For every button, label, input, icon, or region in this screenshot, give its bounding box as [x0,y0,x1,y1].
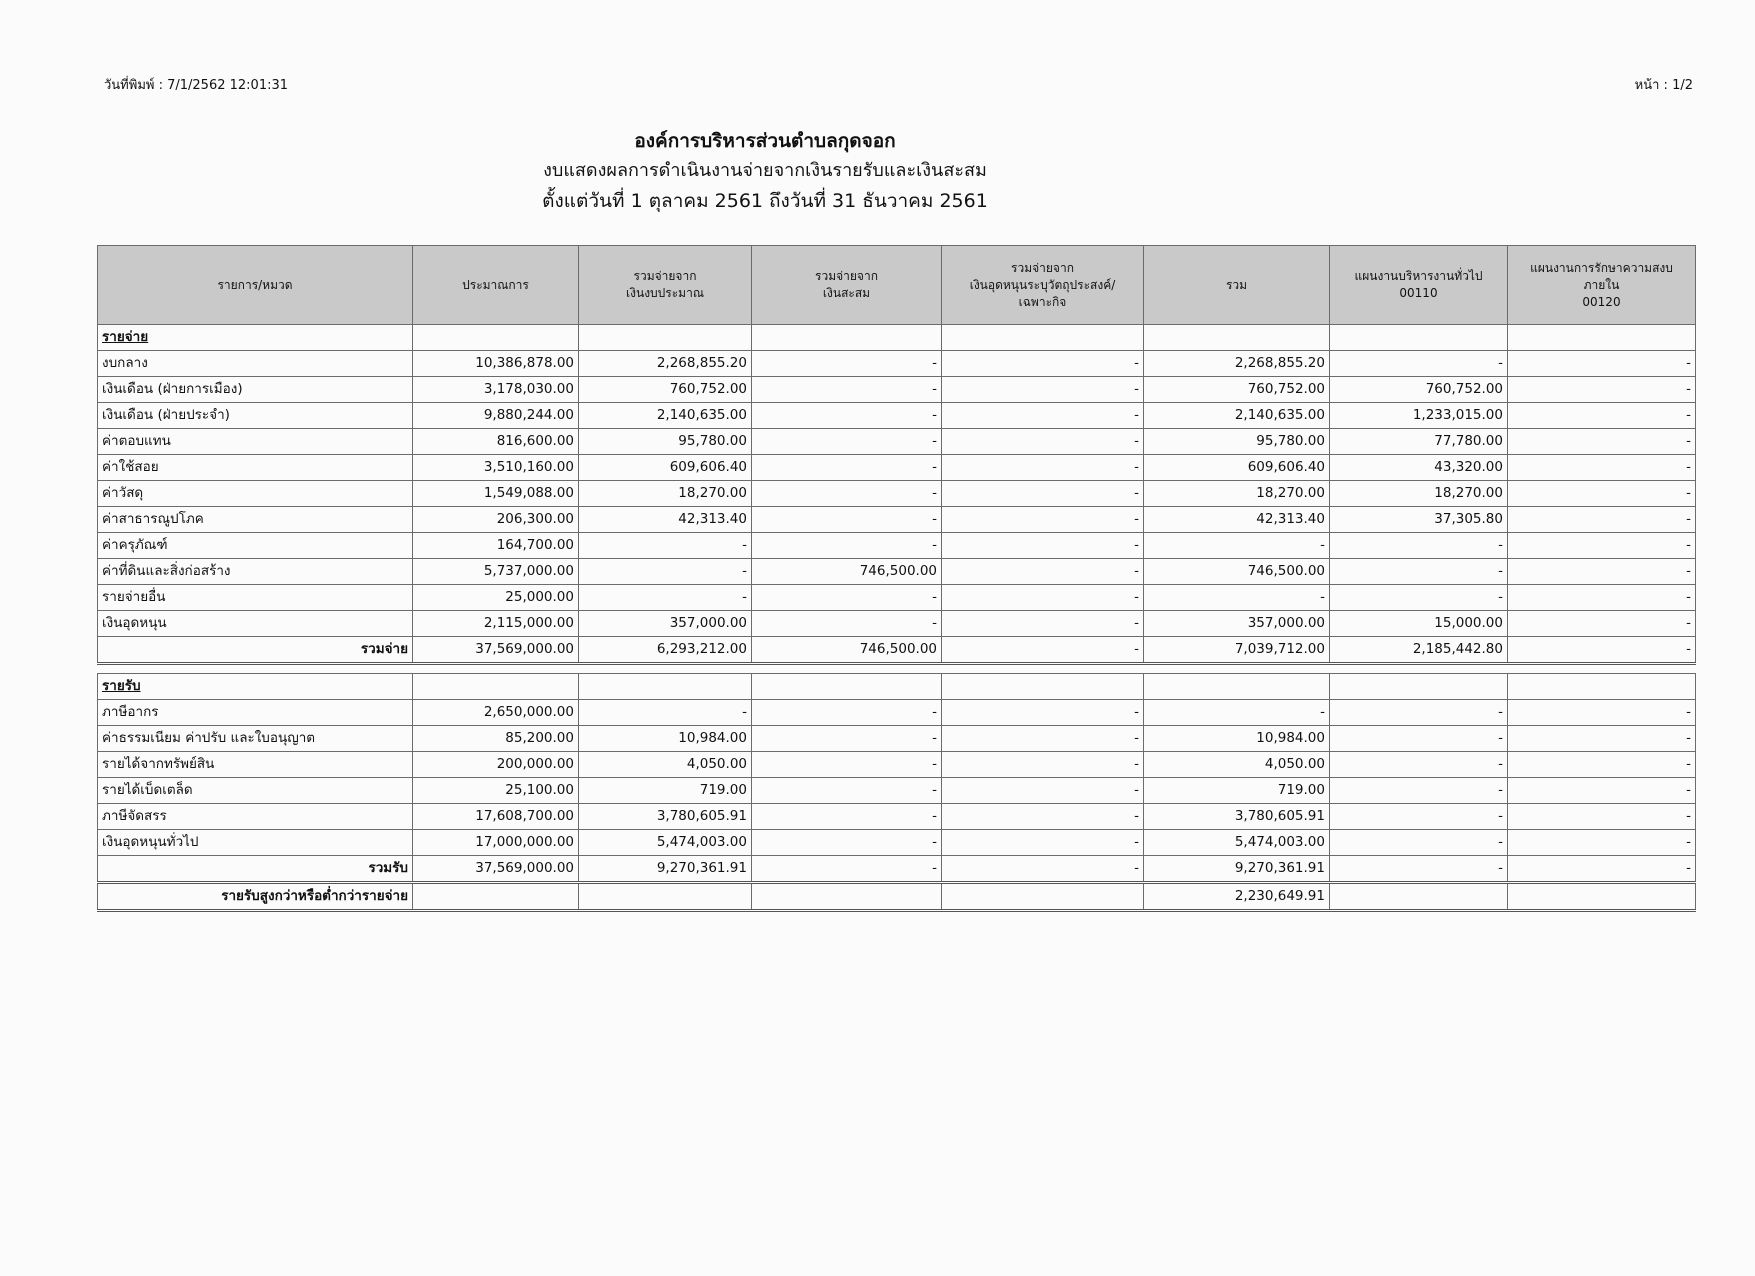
value-cell: 206,300.00 [413,507,579,533]
value-cell: - [942,726,1144,752]
value-cell [413,883,579,911]
value-cell: - [1508,700,1696,726]
value-cell: 15,000.00 [1330,611,1508,637]
value-cell: 816,600.00 [413,429,579,455]
row-label: เงินอุดหนุนทั่วไป [98,830,413,856]
value-cell: - [1144,700,1330,726]
empty-cell [1508,674,1696,700]
empty-cell [1330,674,1508,700]
value-cell: - [1508,455,1696,481]
value-cell [1508,883,1696,911]
print-date: วันที่พิมพ์ : 7/1/2562 12:01:31 [104,78,289,93]
value-cell: - [942,455,1144,481]
value-cell: 609,606.40 [579,455,752,481]
income-section-row [98,674,1696,700]
empty-cell [579,674,752,700]
value-cell: 746,500.00 [752,559,942,585]
value-cell: 37,305.80 [1330,507,1508,533]
value-cell: - [752,455,942,481]
value-cell: - [752,804,942,830]
value-cell: 3,780,605.91 [579,804,752,830]
value-cell: - [1330,778,1508,804]
value-cell: 357,000.00 [1144,611,1330,637]
value-cell: - [1508,533,1696,559]
value-cell: 164,700.00 [413,533,579,559]
report-table [97,245,1696,912]
value-cell: 9,270,361.91 [579,856,752,883]
value-cell: 1,233,015.00 [1330,403,1508,429]
col-header-item: รายการ/หมวด [98,246,413,325]
empty-cell [413,674,579,700]
value-cell: - [1330,351,1508,377]
row-label: เงินอุดหนุน [98,611,413,637]
value-cell: - [752,429,942,455]
value-cell: - [1508,403,1696,429]
table-body [98,325,1696,911]
value-cell: - [1330,804,1508,830]
value-cell: 18,270.00 [579,481,752,507]
row-label: ค่าวัสดุ [98,481,413,507]
value-cell: 719.00 [1144,778,1330,804]
value-cell [1330,883,1508,911]
row-label: รวมจ่าย [98,637,413,664]
empty-cell [579,325,752,351]
value-cell: - [942,507,1144,533]
value-cell: 5,474,003.00 [1144,830,1330,856]
value-cell: - [1330,856,1508,883]
table-row [98,507,1696,533]
value-cell [579,883,752,911]
table-row [98,481,1696,507]
empty-cell [413,325,579,351]
value-cell: - [942,377,1144,403]
col-header-reserve-paid: รวมจ่ายจาก เงินสะสม [752,246,942,325]
value-cell: 2,115,000.00 [413,611,579,637]
value-cell: 95,780.00 [1144,429,1330,455]
row-label: รวมรับ [98,856,413,883]
value-cell: 760,752.00 [1144,377,1330,403]
value-cell: - [1508,429,1696,455]
col-header-budget-paid: รวมจ่ายจาก เงินงบประมาณ [579,246,752,325]
table-row [98,778,1696,804]
value-cell: - [1508,559,1696,585]
value-cell: - [752,377,942,403]
value-cell: - [942,429,1144,455]
value-cell: 746,500.00 [1144,559,1330,585]
row-label: ภาษีจัดสรร [98,804,413,830]
value-cell [942,883,1144,911]
value-cell: 2,185,442.80 [1330,637,1508,664]
value-cell: - [752,830,942,856]
value-cell: - [1144,533,1330,559]
col-header-general-admin: แผนงานบริหารงานทั่วไป 00110 [1330,246,1508,325]
row-label: ค่าใช้สอย [98,455,413,481]
value-cell: 43,320.00 [1330,455,1508,481]
value-cell: 18,270.00 [1330,481,1508,507]
value-cell: - [752,507,942,533]
section-label: รายจ่าย [98,325,413,351]
value-cell: 10,386,878.00 [413,351,579,377]
row-label: ค่าครุภัณฑ์ [98,533,413,559]
value-cell: 42,313.40 [579,507,752,533]
section-label: รายรับ [98,674,413,700]
value-cell: 2,230,649.91 [1144,883,1330,911]
value-cell: - [1144,585,1330,611]
value-cell: - [942,351,1144,377]
expense-total-row [98,637,1696,664]
row-label: เงินเดือน (ฝ่ายประจำ) [98,403,413,429]
value-cell: 3,780,605.91 [1144,804,1330,830]
table-row [98,611,1696,637]
value-cell: - [752,752,942,778]
value-cell: 746,500.00 [752,637,942,664]
income-total-row [98,856,1696,883]
value-cell: - [752,700,942,726]
row-label: ค่าตอบแทน [98,429,413,455]
empty-cell [1508,325,1696,351]
value-cell: - [752,778,942,804]
value-cell: 10,984.00 [1144,726,1330,752]
value-cell: 357,000.00 [579,611,752,637]
table-row [98,559,1696,585]
value-cell: - [752,481,942,507]
value-cell: 2,140,635.00 [1144,403,1330,429]
col-header-subsidy-paid: รวมจ่ายจาก เงินอุดหนุนระบุวัตถุประสงค์/ เฉพาะกิจ [942,246,1144,325]
value-cell [752,883,942,911]
row-label: รายได้จากทรัพย์สิน [98,752,413,778]
value-cell: - [1330,533,1508,559]
value-cell: - [942,403,1144,429]
value-cell: - [752,611,942,637]
value-cell: 4,050.00 [1144,752,1330,778]
value-cell: - [752,856,942,883]
value-cell: - [1508,507,1696,533]
organization-title: องค์การบริหารส่วนตำบลกุดจอก [634,130,896,152]
value-cell: - [1508,585,1696,611]
value-cell: - [942,533,1144,559]
value-cell: 9,270,361.91 [1144,856,1330,883]
row-label: รายได้เบ็ดเตล็ด [98,778,413,804]
page-number: หน้า : 1/2 [1634,78,1693,93]
value-cell: - [942,752,1144,778]
table-row [98,830,1696,856]
table-header-row [98,246,1696,325]
value-cell: 2,268,855.20 [1144,351,1330,377]
value-cell: 3,510,160.00 [413,455,579,481]
row-label: ค่าสาธารณูปโภค [98,507,413,533]
empty-cell [1144,674,1330,700]
value-cell: 95,780.00 [579,429,752,455]
value-cell: 1,549,088.00 [413,481,579,507]
table-row [98,455,1696,481]
empty-cell [942,674,1144,700]
value-cell: - [942,585,1144,611]
table-row [98,585,1696,611]
value-cell: - [1508,778,1696,804]
value-cell: 42,313.40 [1144,507,1330,533]
value-cell: - [1330,559,1508,585]
value-cell: 200,000.00 [413,752,579,778]
value-cell: - [752,351,942,377]
value-cell: - [942,804,1144,830]
value-cell: 4,050.00 [579,752,752,778]
table-row [98,533,1696,559]
value-cell: 760,752.00 [1330,377,1508,403]
value-cell: - [1330,830,1508,856]
report-titles [0,126,1530,216]
empty-cell [752,325,942,351]
value-cell: - [1508,752,1696,778]
table-row [98,403,1696,429]
value-cell: - [1508,637,1696,664]
row-label: รายรับสูงกว่าหรือต่ำกว่ารายจ่าย [98,883,413,911]
col-header-estimate: ประมาณการ [413,246,579,325]
value-cell: 5,737,000.00 [413,559,579,585]
value-cell: - [942,637,1144,664]
table-row [98,752,1696,778]
value-cell: 77,780.00 [1330,429,1508,455]
report-period: ตั้งแต่วันที่ 1 ตุลาคม 2561 ถึงวันที่ 31 ธันวาคม 2561 [542,190,988,212]
value-cell: - [752,403,942,429]
value-cell: 17,000,000.00 [413,830,579,856]
row-label: เงินเดือน (ฝ่ายการเมือง) [98,377,413,403]
value-cell: - [579,585,752,611]
value-cell: - [579,533,752,559]
value-cell: - [579,559,752,585]
value-cell: 2,650,000.00 [413,700,579,726]
table-row [98,429,1696,455]
expense-section-row [98,325,1696,351]
net-result-row [98,883,1696,911]
value-cell: 6,293,212.00 [579,637,752,664]
value-cell: - [942,778,1144,804]
value-cell: - [1508,804,1696,830]
value-cell: - [1508,351,1696,377]
table-row [98,700,1696,726]
row-label: งบกลาง [98,351,413,377]
value-cell: 3,178,030.00 [413,377,579,403]
value-cell: 25,100.00 [413,778,579,804]
table-row [98,726,1696,752]
value-cell: - [1508,377,1696,403]
value-cell: - [942,611,1144,637]
value-cell: 37,569,000.00 [413,637,579,664]
value-cell: 5,474,003.00 [579,830,752,856]
spacer-row [98,664,1696,674]
empty-cell [1144,325,1330,351]
value-cell: 18,270.00 [1144,481,1330,507]
value-cell: - [1508,830,1696,856]
value-cell: 37,569,000.00 [413,856,579,883]
empty-cell [1330,325,1508,351]
value-cell: - [942,559,1144,585]
value-cell: 85,200.00 [413,726,579,752]
report-title: งบแสดงผลการดำเนินงานจ่ายจากเงินรายรับและเงินสะสม [543,160,987,181]
col-header-total: รวม [1144,246,1330,325]
value-cell: - [1508,726,1696,752]
value-cell: - [752,533,942,559]
empty-cell [942,325,1144,351]
value-cell: - [942,856,1144,883]
value-cell: - [752,726,942,752]
value-cell: - [1330,752,1508,778]
value-cell: - [1508,611,1696,637]
row-label: ภาษีอากร [98,700,413,726]
row-label: ค่าธรรมเนียม ค่าปรับ และใบอนุญาต [98,726,413,752]
value-cell: 2,140,635.00 [579,403,752,429]
value-cell: 17,608,700.00 [413,804,579,830]
value-cell: - [1508,481,1696,507]
value-cell: 9,880,244.00 [413,403,579,429]
value-cell: 719.00 [579,778,752,804]
value-cell: 609,606.40 [1144,455,1330,481]
value-cell: - [942,830,1144,856]
value-cell: 2,268,855.20 [579,351,752,377]
empty-cell [752,674,942,700]
value-cell: - [1330,585,1508,611]
value-cell: 760,752.00 [579,377,752,403]
col-header-internal-security: แผนงานการรักษาความสงบ ภายใน 00120 [1508,246,1696,325]
value-cell: - [1330,700,1508,726]
value-cell: - [942,700,1144,726]
table-row [98,377,1696,403]
row-label: ค่าที่ดินและสิ่งก่อสร้าง [98,559,413,585]
row-label: รายจ่ายอื่น [98,585,413,611]
value-cell: - [1508,856,1696,883]
value-cell: - [752,585,942,611]
value-cell: 7,039,712.00 [1144,637,1330,664]
value-cell: 25,000.00 [413,585,579,611]
value-cell: - [1330,726,1508,752]
table-row [98,351,1696,377]
table-row [98,804,1696,830]
value-cell: - [942,481,1144,507]
value-cell: - [579,700,752,726]
value-cell: 10,984.00 [579,726,752,752]
